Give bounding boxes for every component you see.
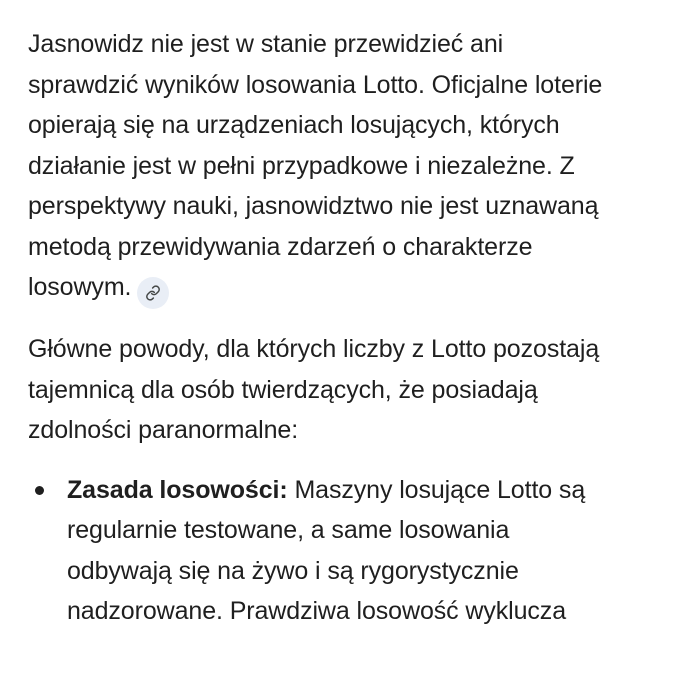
list-item (28, 470, 683, 632)
text-line: perspektywy nauki, jasnowidztwo nie jest uznawaną (28, 192, 599, 220)
text-line: opierają się na urządzeniach losujących, których (28, 111, 560, 139)
response-content (28, 24, 683, 632)
text-line: regularnie testowane, a same losowania (67, 516, 510, 544)
paragraph-reasons (28, 329, 683, 451)
bullet-text: Maszyny losujące Lotto są (287, 475, 586, 504)
bullet-title: Zasada losowości: (67, 475, 288, 504)
text-line: metodą przewidywania zdarzeń o charakterze (28, 232, 533, 261)
reasons-list (28, 470, 683, 632)
text-line: działanie jest w pełni przypadkowe i niezależne. Z (28, 151, 575, 180)
paragraph-intro (28, 24, 683, 309)
link-icon (145, 285, 161, 301)
text-line: nadzorowane. Prawdziwa losowość wyklucza (67, 597, 567, 625)
bullet-dot-icon (35, 486, 44, 495)
text-line: Główne powody, dla których liczby z Lotto pozostają (28, 335, 600, 363)
text-line: zdolności paranormalne: (28, 416, 299, 444)
text-line: odbywają się na żywo i są rygorystycznie (67, 556, 519, 585)
text-line: losowym. (28, 273, 132, 301)
text-line (67, 470, 683, 511)
text-line: sprawdzić wyników losowania Lotto. Oficjalne loterie (28, 70, 603, 99)
text-line: tajemnicą dla osób twierdzących, że posiadają (28, 375, 538, 404)
text-line: Jasnowidz nie jest w stanie przewidzieć ani (28, 30, 504, 58)
source-link-button[interactable] (137, 277, 169, 309)
text-line-last (28, 267, 683, 309)
